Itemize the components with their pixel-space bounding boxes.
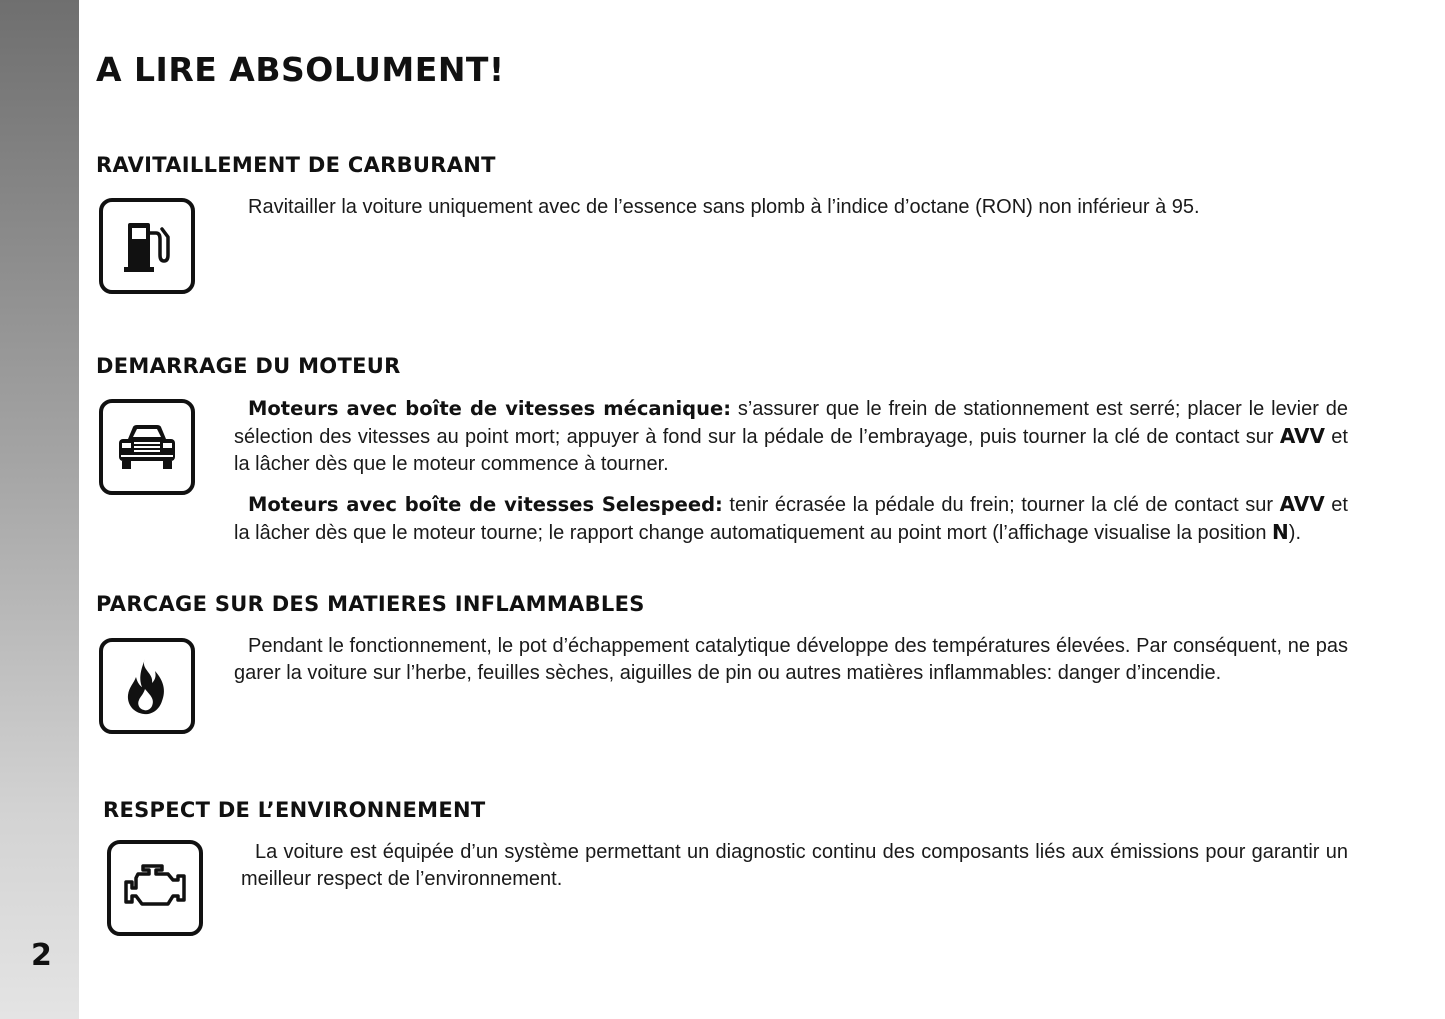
start-selespeed-key: AVV xyxy=(1279,492,1325,516)
page-title: A LIRE ABSOLUMENT! xyxy=(96,50,505,89)
flame-icon xyxy=(112,651,182,721)
environment-heading: RESPECT DE L’ENVIRONNEMENT xyxy=(103,798,486,822)
start-selespeed-lead: Moteurs avec boîte de vitesses Selespeed: xyxy=(248,493,723,516)
parking-heading: PARCAGE SUR DES MATIERES INFLAMMABLES xyxy=(96,592,645,616)
fuel-text: Ravitailler la voiture uniquement avec de l’essence sans plomb à l’indice d’octane (RON) non inférieur à 95. xyxy=(248,196,1200,218)
start-manual-lead: Moteurs avec boîte de vitesses mécanique: xyxy=(248,397,731,420)
side-band xyxy=(0,0,79,1019)
car-front-icon-box xyxy=(99,399,195,495)
fuel-pump-icon xyxy=(112,211,182,281)
start-selespeed-text-a: tenir écrasée la pédale du frein; tourner la clé de contact sur xyxy=(722,494,1280,516)
start-manual-text-b: et la lâcher dès que le moteur commence à tourner. xyxy=(234,426,1348,475)
engine-check-icon xyxy=(118,860,192,916)
start-paragraph-selespeed xyxy=(234,491,1348,547)
environment-text: La voiture est équipée d’un système permettant un diagnostic continu des composants liés aux émissions pour garantir un meilleur respect de l’environnement. xyxy=(241,841,1348,890)
start-text-block xyxy=(234,395,1348,547)
start-paragraph-manual xyxy=(234,395,1348,478)
flame-icon-box xyxy=(99,638,195,734)
start-selespeed-position: N xyxy=(1272,520,1289,544)
page-number: 2 xyxy=(31,938,52,973)
environment-text-block xyxy=(241,839,1348,893)
start-manual-key: AVV xyxy=(1279,424,1325,448)
car-front-icon xyxy=(112,417,182,477)
parking-text: Pendant le fonctionnement, le pot d’échappement catalytique développe des températures élevées. Par conséquent, ne pas garer la voiture sur l’herbe, feuilles sèches, aiguilles de pin ou autres matières inflammables: danger d’incendie. xyxy=(234,635,1348,684)
start-selespeed-text-c: ). xyxy=(1288,522,1301,544)
fuel-heading: RAVITAILLEMENT DE CARBURANT xyxy=(96,153,496,177)
start-heading: DEMARRAGE DU MOTEUR xyxy=(96,354,401,378)
engine-check-icon-box xyxy=(107,840,203,936)
fuel-pump-icon-box xyxy=(99,198,195,294)
fuel-text-block xyxy=(234,194,1348,221)
start-selespeed-text-b: et la lâcher dès que le moteur tourne; le rapport change automatiquement au point mort (l’affichage visualise la position xyxy=(234,494,1348,544)
start-manual-text-a: s’assurer que le frein de stationnement est serré; placer le levier de sélection des vitesses au point mort; appuyer à fond sur la pédale de l’embrayage, puis tourner la clé de contact sur xyxy=(234,398,1348,448)
parking-text-block xyxy=(234,633,1348,687)
